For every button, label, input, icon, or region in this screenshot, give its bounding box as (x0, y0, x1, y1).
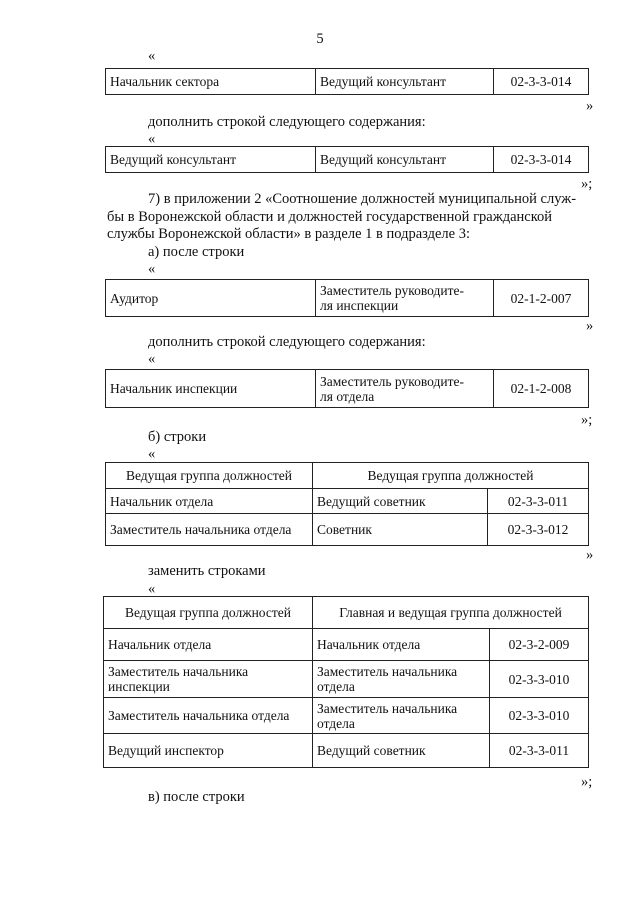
open-quote: « (148, 581, 156, 597)
item-c: в) после строки (148, 789, 245, 805)
table-1 (105, 68, 589, 95)
cell-line: Заместитель начальника (317, 664, 458, 679)
close-quote: »; (581, 774, 593, 790)
close-quote: » (586, 98, 594, 114)
table-row (106, 489, 589, 514)
cell-line: ля инспекции (320, 298, 399, 313)
table-cell: 02-3-3-014 (494, 69, 589, 95)
column-header: Ведущая группа должностей (313, 463, 589, 489)
cell-line: инспекции (108, 679, 170, 694)
table-cell: Ведущий советник (313, 734, 490, 768)
instruction-text: заменить строками (148, 563, 266, 579)
table-cell: Ведущий инспектор (104, 734, 313, 768)
open-quote: « (148, 131, 156, 147)
table-4 (105, 369, 589, 408)
open-quote: « (148, 351, 156, 367)
table-row (106, 370, 589, 408)
table-cell: Заместитель начальника отдела (104, 698, 313, 734)
cell-line: ля отдела (320, 388, 375, 404)
cell-line: Заместитель начальника (108, 664, 249, 679)
close-quote: »; (581, 412, 593, 428)
table-cell: Ведущий консультант (316, 147, 494, 173)
table-cell (104, 661, 313, 698)
open-quote: « (148, 48, 156, 64)
table-cell (316, 370, 494, 408)
instruction-text: дополнить строкой следующего содержания: (148, 334, 426, 350)
table-cell: Ведущий советник (313, 489, 488, 514)
table-row (104, 629, 589, 661)
table-cell: Советник (313, 514, 488, 546)
table-cell: Аудитор (106, 280, 316, 317)
table-cell: Ведущий консультант (316, 69, 494, 95)
table-cell: 02-3-3-011 (490, 734, 589, 768)
column-header: Ведущая группа должностей (104, 597, 313, 629)
table-cell: 02-3-3-014 (494, 147, 589, 173)
table-cell: 02-3-3-011 (488, 489, 589, 514)
column-header: Главная и ведущая группа должностей (313, 597, 589, 629)
table-cell: Ведущий консультант (106, 147, 316, 173)
paragraph-line: 7) в приложении 2 «Соотношение должностей муниципальной служ- (148, 191, 577, 207)
close-quote: »; (581, 176, 593, 192)
table-5 (105, 462, 589, 546)
paragraph-line: службы Воронежской области» в разделе 1 в подразделе 3: (107, 226, 470, 242)
cell-line: Заместитель руководите- (320, 373, 464, 389)
table-cell (316, 280, 494, 317)
table-cell: 02-3-2-009 (490, 629, 589, 661)
table-row (104, 698, 589, 734)
cell-line: отдела (317, 715, 355, 731)
item-b: б) строки (148, 429, 207, 445)
table-cell: 02-3-3-012 (488, 514, 589, 546)
table-cell: Начальник инспекции (106, 370, 316, 408)
table-cell (313, 698, 490, 734)
table-cell (313, 661, 490, 698)
table-row (106, 69, 589, 95)
table-cell: 02-1-2-007 (494, 280, 589, 317)
table-cell: Заместитель начальника отдела (106, 514, 313, 546)
table-6 (103, 596, 589, 768)
table-cell: Начальник сектора (106, 69, 316, 95)
column-header: Ведущая группа должностей (106, 463, 313, 489)
page-number: 5 (316, 31, 324, 47)
table-cell: Начальник отдела (104, 629, 313, 661)
table-cell: Начальник отдела (106, 489, 313, 514)
close-quote: » (586, 318, 594, 334)
cell-line: Заместитель начальника (317, 700, 458, 716)
table-row (106, 280, 589, 317)
cell-line: отдела (317, 679, 355, 694)
item-a: а) после строки (148, 244, 245, 260)
open-quote: « (148, 446, 156, 462)
table-row (104, 661, 589, 698)
instruction-text: дополнить строкой следующего содержания: (148, 114, 426, 130)
table-row (106, 147, 589, 173)
table-cell: 02-3-3-010 (490, 661, 589, 698)
table-header-row (104, 597, 589, 629)
table-row (106, 514, 589, 546)
table-3 (105, 279, 589, 317)
open-quote: « (148, 261, 156, 277)
close-quote: » (586, 547, 594, 563)
table-cell: 02-1-2-008 (494, 370, 589, 408)
paragraph-line: бы в Воронежской области и должностей государственной гражданской (107, 209, 553, 225)
table-cell: Начальник отдела (313, 629, 490, 661)
table-header-row (106, 463, 589, 489)
table-row (104, 734, 589, 768)
table-cell: 02-3-3-010 (490, 698, 589, 734)
cell-line: Заместитель руководите- (320, 283, 464, 298)
table-2 (105, 146, 589, 173)
